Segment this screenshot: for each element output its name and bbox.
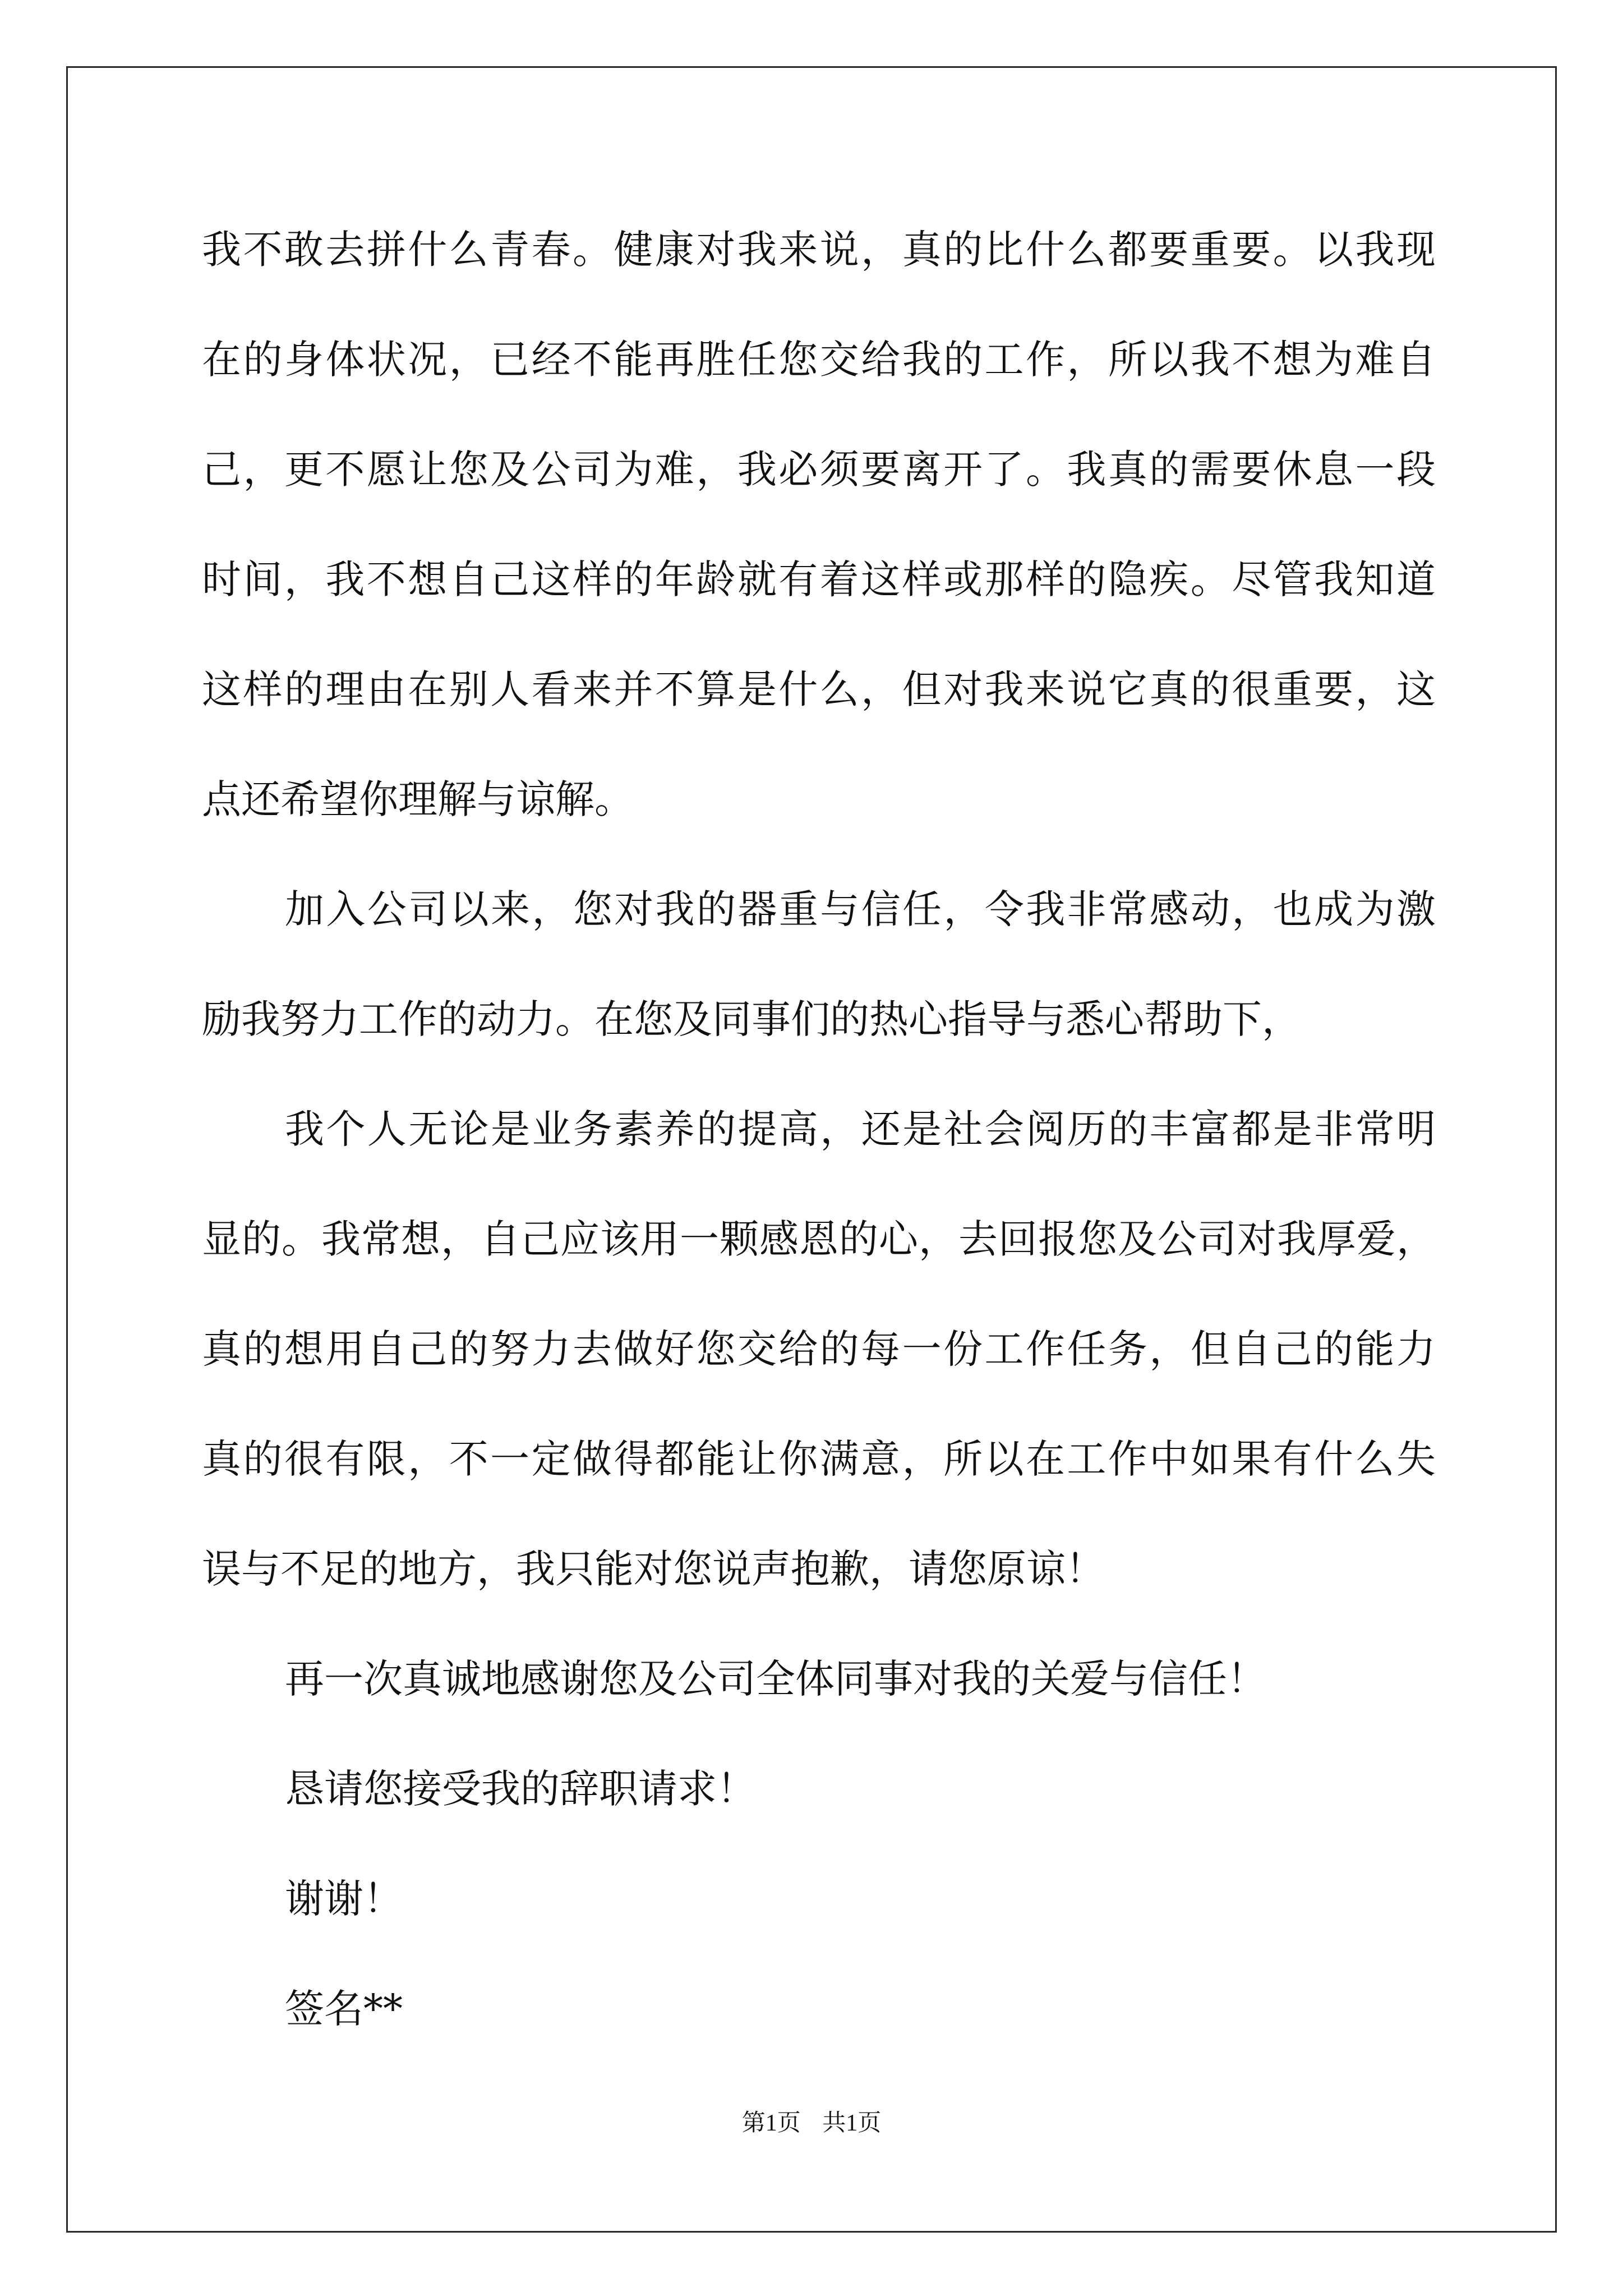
page-total: 共1页 (822, 2110, 882, 2136)
paragraph-line: 我不敢去拼什么青春。健康对我来说，真的比什么都要重要。以我现 (202, 227, 1436, 273)
paragraph-line: 误与不足的地方，我只能对您说声抱歉，请您原谅！ (202, 1546, 1105, 1592)
paragraph-line: 我个人无论是业务素养的提高，还是社会阅历的丰富都是非常明 (285, 1106, 1436, 1152)
closing-line: 恳请您接受我的辞职请求！ (285, 1766, 756, 1812)
signature-line: 签名** (285, 1986, 403, 2032)
paragraph-line: 己，更不愿让您及公司为难，我必须要离开了。我真的需要休息一段 (202, 447, 1436, 493)
paragraph-line: 真的很有限，不一定做得都能让你满意，所以在工作中如果有什么失 (202, 1436, 1436, 1482)
paragraph-line: 这样的理由在别人看来并不算是什么，但对我来说它真的很重要，这 (202, 666, 1436, 712)
paragraph-line: 显的。我常想，自己应该用一颗感恩的心，去回报您及公司对我厚爱， (202, 1216, 1436, 1262)
paragraph-line: 在的身体状况，已经不能再胜任您交给我的工作，所以我不想为难自 (202, 337, 1436, 383)
closing-line: 再一次真诚地感谢您及公司全体同事对我的关爱与信任！ (285, 1656, 1266, 1702)
closing-line: 谢谢！ (285, 1876, 403, 1922)
paragraph-line: 点还希望你理解与谅解。 (202, 776, 634, 822)
page-footer (0, 2106, 1623, 2140)
paragraph-line: 励我努力工作的动力。在您及同事们的热心指导与悉心帮助下， (202, 996, 1301, 1042)
document-body (202, 0, 1436, 2296)
paragraph-line: 时间，我不想自己这样的年龄就有着这样或那样的隐疾。尽管我知道 (202, 556, 1436, 602)
page-number: 第1页 (741, 2110, 801, 2136)
paragraph-line: 加入公司以来，您对我的器重与信任，令我非常感动，也成为激 (285, 886, 1436, 932)
paragraph-line: 真的想用自己的努力去做好您交给的每一份工作任务，但自己的能力 (202, 1326, 1436, 1372)
